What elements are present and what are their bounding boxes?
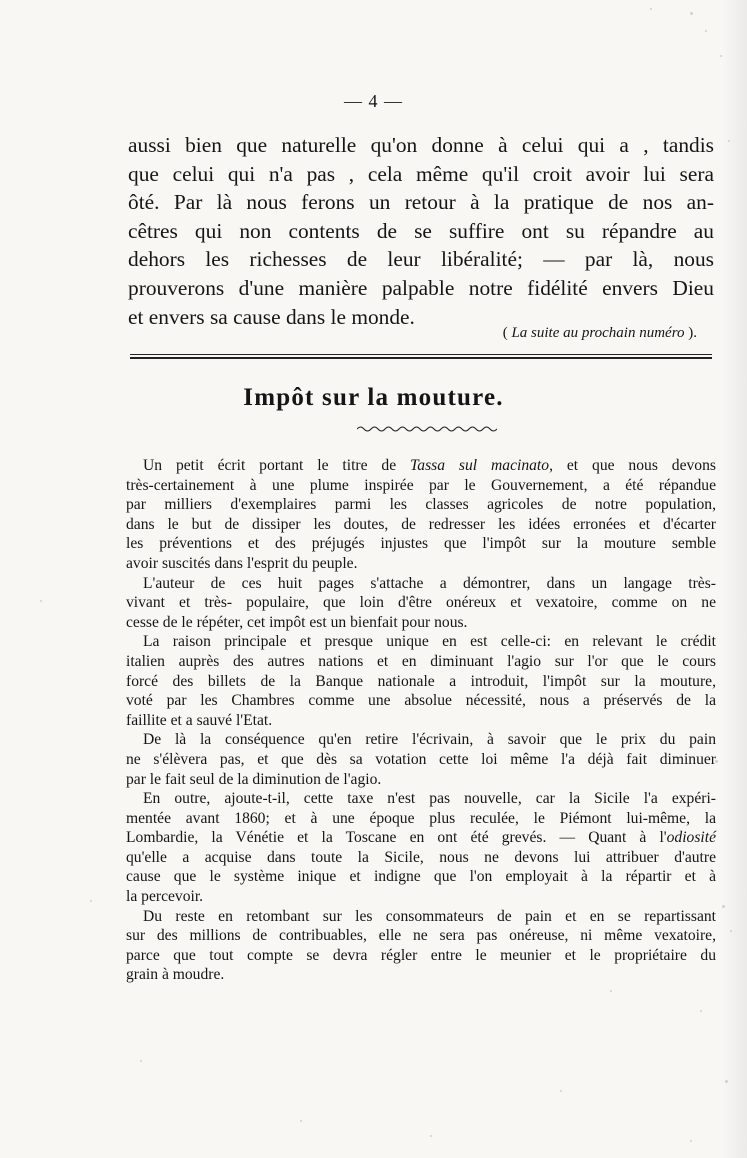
title-wave-ornament [357, 425, 497, 433]
continuation-close-paren: ). [688, 325, 697, 341]
intro-line: prouverons d'une manière palpable notre fidélité envers Dieu [128, 275, 714, 300]
emphasized-text: Tassa sul macinato [410, 457, 550, 474]
article-line: mentée avant 1860; et à une époque plus reculée, le Piémont lui-même, la [126, 809, 716, 827]
continuation-note [503, 325, 697, 342]
article-line: parce que tout compte se devra régler entre le meunier et le propriétaire du [126, 946, 716, 964]
article-line: L'auteur de ces huit pages s'attache a démontrer, dans un langage très- [143, 574, 716, 592]
article-line: voté par les Chambres comme une absolue nécessité, nous a préservés de la [126, 692, 716, 710]
paper-speck [720, 55, 722, 57]
article-line: Un petit écrit portant le titre de Tassa sul macinato, et que nous devons [143, 457, 716, 474]
article-line: qu'elle a acquise dans toute la Sicile, nous ne devons lui attribuer d'autre [126, 848, 716, 866]
page-edge-shadow [721, 0, 747, 1158]
article-line: grain à moudre. [126, 966, 225, 984]
paper-speck [40, 600, 42, 602]
article-line: Lombardie, la Vénétie et la Toscane en ont été grevés. — Quant à l'odiosité [126, 829, 716, 847]
intro-line: aussi bien que naturelle qu'on donne à celui qui a , tandis [128, 133, 714, 157]
previous-article-conclusion [128, 131, 714, 331]
article-line: ne s'élèvera pas, et que dès sa votation cette loi même l'a déjà fait diminuer [126, 750, 716, 768]
paper-speck [560, 1090, 562, 1092]
article-line: cause que le système inique et indigne que l'on employait à la répartir et à [126, 868, 716, 886]
article-line: italien auprès des autres nations et en diminuant l'agio sur l'or que le cours [126, 652, 716, 670]
article-line: La raison principale et presque unique en est celle-ci: en relevant le crédit [143, 633, 716, 651]
paper-speck [722, 905, 725, 908]
divider-thick-line [130, 357, 712, 359]
paper-speck [140, 1060, 142, 1062]
article-line: très-certainement à une plume inspirée par le Gouvernement, a été répandue [126, 476, 716, 494]
paper-speck [690, 1140, 692, 1142]
article-body [126, 456, 716, 985]
article-line: En outre, ajoute-t-il, cette taxe n'est pas nouvelle, car la Sicile l'a expéri- [143, 790, 716, 808]
paper-speck [430, 1135, 432, 1137]
paper-speck [690, 12, 693, 15]
paper-speck [90, 900, 92, 902]
divider-thin-line [130, 354, 712, 355]
article-line: dans le but de dissiper les doutes, de redresser les idées erronées et d'écarter [126, 515, 716, 533]
article-title: Impôt sur la mouture. [243, 384, 504, 411]
paper-speck [725, 1080, 728, 1083]
continuation-text: La suite au prochain numéro [511, 325, 685, 341]
paper-speck [730, 930, 732, 932]
article-line: cesse de le répéter, cet impôt est un bienfait pour nous. [126, 613, 468, 631]
continuation-open-paren: ( [502, 325, 508, 341]
emphasized-text: odiosité [666, 829, 716, 847]
article-line: vivant et très- populaire, que loin d'être onéreux et vexatoire, comme on ne [126, 594, 716, 612]
paper-speck [650, 8, 652, 10]
paper-speck [705, 30, 707, 32]
paper-speck [610, 990, 612, 992]
article-line: faillite et a sauvé l'Etat. [126, 711, 273, 729]
article-line: sur des millions de contribuables, elle ne sera pas onéreuse, ni même vexatoire, [126, 927, 716, 945]
article-line: De là la conséquence qu'en retire l'écrivain, à savoir que le prix du pain [143, 731, 716, 749]
article-line: Du reste en retombant sur les consommateurs de pain et en se repartissant [143, 907, 716, 925]
intro-line: cêtres qui non contents de se suffire ont su répandre au [128, 218, 714, 243]
intro-line: dehors les richesses de leur libéralité; — par là, nous [128, 247, 714, 272]
intro-line: et envers sa cause dans le monde. [128, 304, 415, 329]
article-line: la percevoir. [126, 888, 204, 906]
paper-speck [715, 760, 718, 763]
intro-line: ôté. Par là nous ferons un retour à la pratique de nos an- [128, 190, 714, 215]
article-line: les préventions et des préjugés injustes que l'impôt sur la mouture semble [126, 535, 716, 553]
article-line: par le fait seul de la diminution de l'agio. [126, 770, 382, 788]
section-divider [130, 354, 712, 359]
paper-speck [300, 1120, 302, 1122]
paper-speck [700, 1010, 702, 1012]
article-line: forcé des billets de la Banque nationale a introduit, l'impôt sur la mouture, [126, 672, 716, 690]
article-line: par milliers d'exemplaires parmi les classes agricoles de notre population, [126, 496, 716, 514]
paper-speck [728, 140, 730, 142]
page-number: — 4 — [344, 91, 403, 111]
intro-line: que celui qui n'a pas , cela même qu'il croit avoir lui sera [128, 161, 714, 186]
article-line: avoir suscités dans l'esprit du peuple. [126, 554, 358, 572]
